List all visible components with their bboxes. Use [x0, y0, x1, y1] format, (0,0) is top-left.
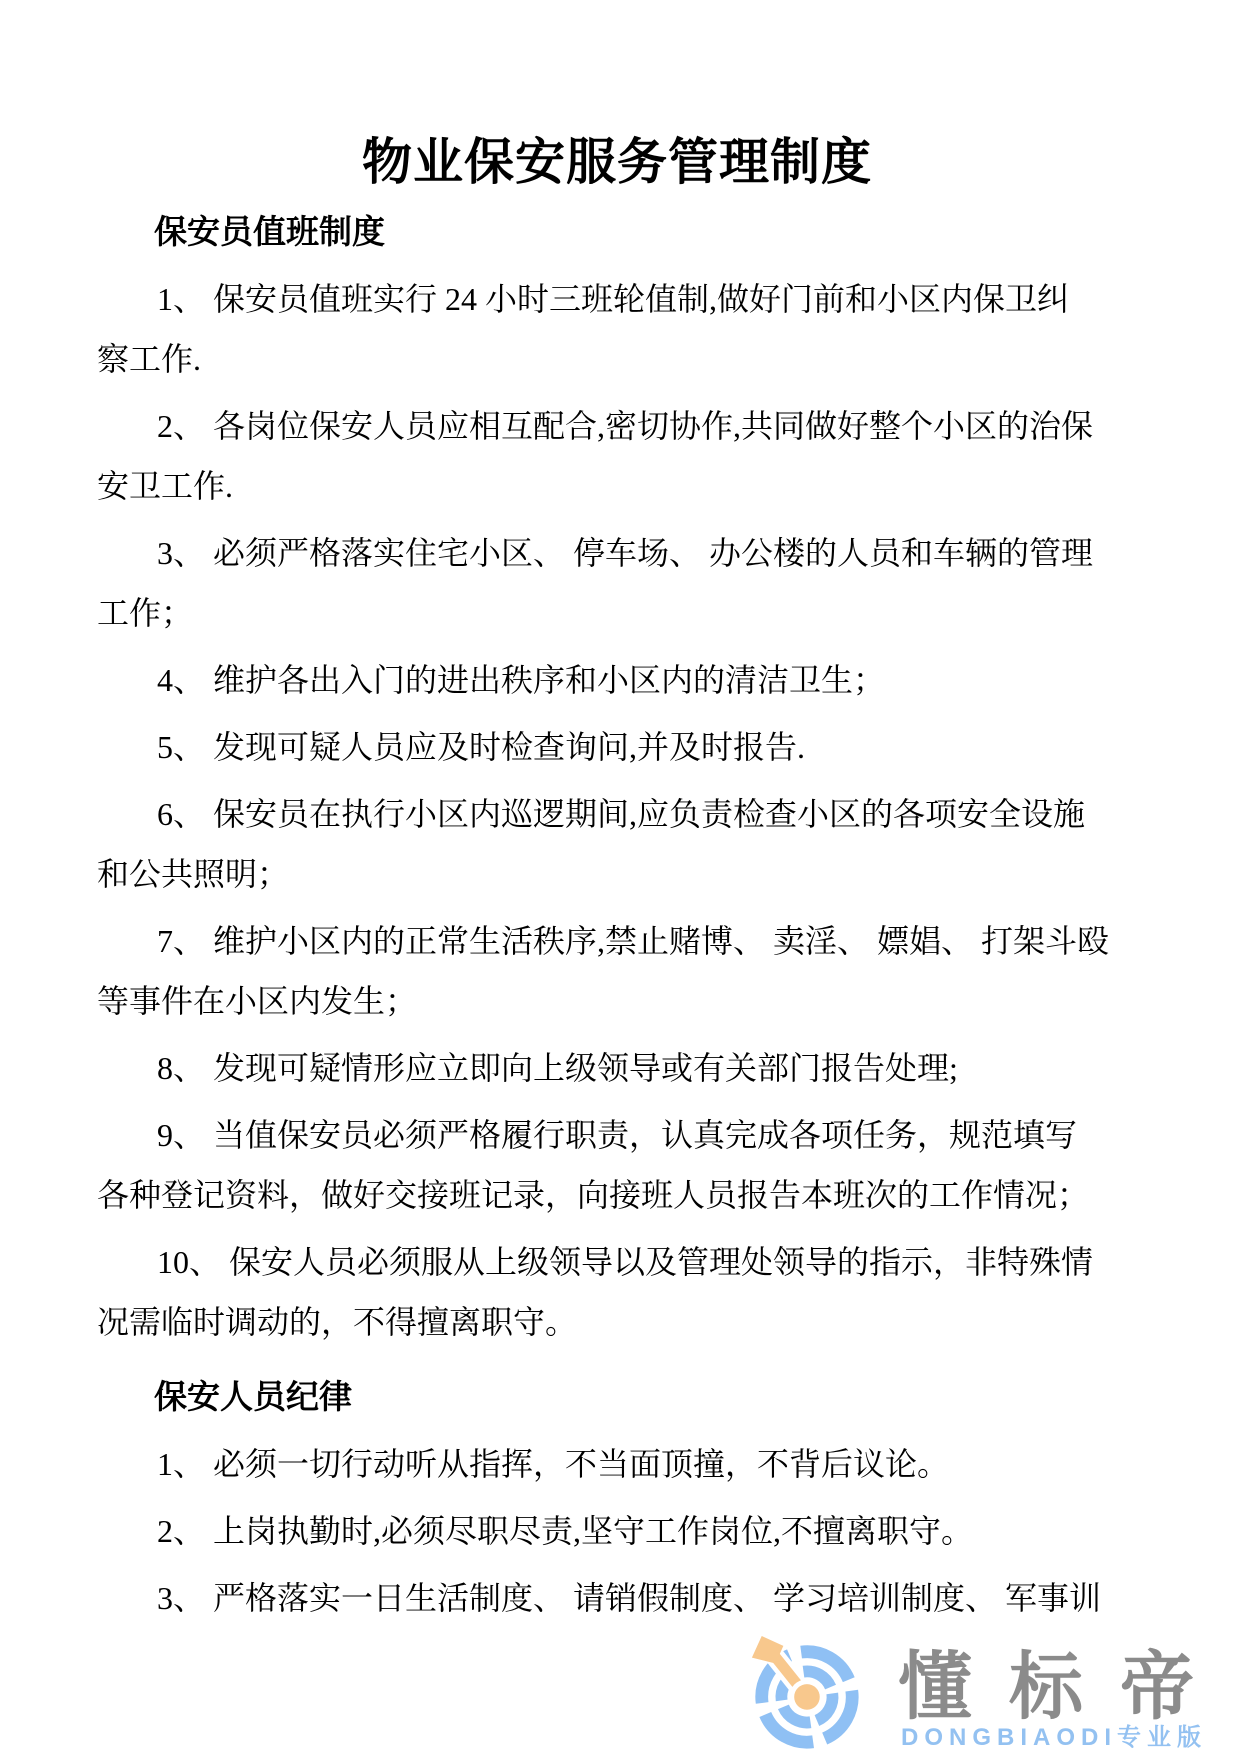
- list-item: [97, 1568, 1137, 1628]
- list-item: [97, 784, 1137, 904]
- list-item-line: 等事件在小区内发生；: [97, 983, 418, 1019]
- list-item-line: 2、 上岗执勤时,必须尽职尽责,坚守工作岗位,不擅离职守。: [157, 1513, 974, 1549]
- list-item-line: 3、 严格落实一日生活制度、 请销假制度、 学习培训制度、 军事训: [157, 1580, 1102, 1616]
- list-item-line: 3、 必须严格落实住宅小区、 停车场、 办公楼的人员和车辆的管理: [157, 535, 1094, 571]
- list-item-line: 2、 各岗位保安人员应相互配合,密切协作,共同做好整个小区的治保: [157, 408, 1094, 444]
- list-item-line: 1、 保安员值班实行 24 小时三班轮值制,做好门前和小区内保卫纠: [157, 281, 1070, 317]
- target-dart-icon: [746, 1634, 864, 1754]
- list-item: [97, 523, 1137, 643]
- list-item: [97, 1434, 1137, 1494]
- list-item: [97, 396, 1137, 516]
- list-item-line: 5、 发现可疑人员应及时检查询问,并及时报告.: [157, 729, 806, 765]
- section-heading-personnel-discipline: 保安人员纪律: [154, 1378, 352, 1415]
- list-item: [97, 650, 1137, 710]
- list-item-line: 和公共照明；: [97, 856, 290, 892]
- list-item: [97, 1232, 1137, 1352]
- list-item: [97, 717, 1137, 777]
- section-heading-duty-system: 保安员值班制度: [154, 213, 385, 250]
- list-item: [97, 269, 1137, 389]
- list-item: [97, 1105, 1137, 1225]
- list-item-line: 察工作.: [97, 341, 202, 377]
- list-item-line: 7、 维护小区内的正常生活秩序,禁止赌博、 卖淫、 嫖娼、 打架斗殴: [157, 923, 1110, 959]
- watermark-brand-text: 懂标帝: [898, 1645, 1231, 1728]
- list-item-line: 况需临时调动的，不得擅离职守。: [97, 1304, 578, 1340]
- list-item-line: 6、 保安员在执行小区内巡逻期间,应负责检查小区的各项安全设施: [157, 796, 1086, 832]
- list-item: [97, 1501, 1137, 1561]
- list-item-line: 8、 发现可疑情形应立即向上级领导或有关部门报告处理;: [157, 1050, 958, 1086]
- document-title: 物业保安服务管理制度: [362, 134, 872, 190]
- document-body: [97, 0, 1137, 1635]
- list-item-line: 工作；: [97, 595, 194, 631]
- watermark-subtext: DONGBIAODI专业版: [901, 1724, 1207, 1751]
- list-item-line: 1、 必须一切行动听从指挥，不当面顶撞，不背后议论。: [157, 1446, 950, 1482]
- list-item: [97, 1038, 1137, 1098]
- list-item-line: 安卫工作.: [97, 468, 234, 504]
- list-item-line: 4、 维护各出入门的进出秩序和小区内的清洁卫生；: [157, 662, 886, 698]
- list-item: [97, 911, 1137, 1031]
- list-item-line: 10、 保安人员必须服从上级领导以及管理处领导的指示，非特殊情: [157, 1244, 1094, 1280]
- list-item-line: 各种登记资料，做好交接班记录，向接班人员报告本班次的工作情况；: [97, 1177, 1090, 1213]
- list-item-line: 9、 当值保安员必须严格履行职责，认真完成各项任务，规范填写: [157, 1117, 1078, 1153]
